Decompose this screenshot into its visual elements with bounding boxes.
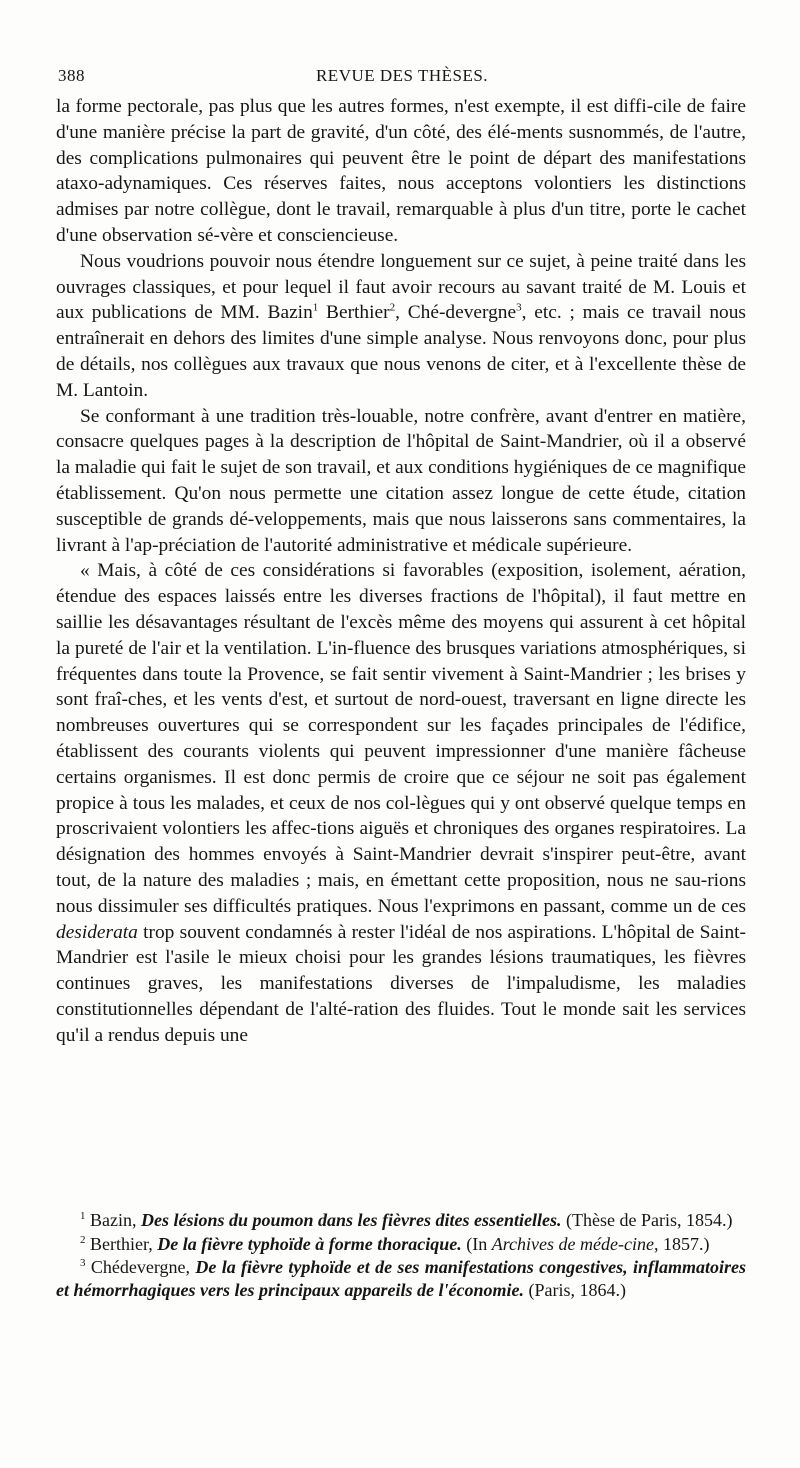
footnote <box>56 1256 746 1301</box>
footnote-author: Berthier, <box>85 1233 158 1254</box>
paragraph <box>56 249 746 404</box>
footnote-author: Bazin, <box>85 1210 141 1230</box>
footnote-ref: 1 <box>312 301 319 314</box>
footnote-journal: Archives de méde-cine <box>491 1233 654 1254</box>
paragraph-text: trop souvent condamnés à rester l'idéal de nos aspirations. L'hôpital de Saint-Mandrier est l'asile le mieux choisi pour les grandes lésions traumatiques, les fièvres continues graves, les manifestations diverses de l'impaludisme, les maladies constitutionnelles dépendant de l'alté-ration des fluides. Tout le monde sait les services qu'il a rendus depuis une <box>56 921 746 1046</box>
footnotes <box>56 1209 746 1302</box>
quotation-paragraph <box>56 558 746 1048</box>
footnote-number: 3 <box>80 1257 86 1270</box>
italic-term: desiderata <box>56 921 138 943</box>
paragraph-text: , Ché-devergne <box>395 302 517 324</box>
footnote-title: Des lésions du poumon dans les fièvres dites essentielles. <box>141 1210 562 1230</box>
footnote-ref: 3 <box>516 301 522 314</box>
footnote-title: De la fièvre typhoïde et de ses manifestations congestives, inflammatoires et hémorrhagiques vers les principaux appareils de l'économie. <box>56 1257 747 1300</box>
footnote-detail: (In <box>461 1233 492 1254</box>
footnote-detail: (Paris, 1864.) <box>524 1279 626 1300</box>
paragraph-text: Berthier <box>318 302 390 324</box>
footnote <box>56 1209 746 1232</box>
page-header <box>58 66 746 92</box>
running-title: REVUE DES THÈSES. <box>315 66 489 85</box>
paragraph-text: , etc. ; mais ce travail nous entraînerait en dehors des limites d'une simple analyse. Nous renvoyons donc, pour plus de détails, nos collègues aux travaux que nous venons de citer, et à l'excellente thèse de M. Lantoin. <box>56 302 746 401</box>
footnote-author: Chédevergne, <box>85 1257 196 1278</box>
footnote-title: De la fièvre typhoïde à forme thoracique. <box>157 1233 462 1254</box>
paragraph <box>56 404 746 559</box>
footnote-number: 1 <box>80 1210 86 1222</box>
paragraph-text: Nous voudrions pouvoir nous étendre longuement sur ce sujet, à peine traité dans les ouvrages classiques, et pour lequel il faut avoir recours au savant traité de M. Louis et aux publications de MM. Bazin <box>56 250 746 324</box>
paragraph-text: Se conformant à une tradition très-louable, notre confrère, avant d'entrer en matière, consacre quelques pages à la description de l'hôpital de Saint-Mandrier, où il a observé la maladie qui fait le sujet de son travail, et aux conditions hygiéniques de ce magnifique établissement. Qu'on nous permette une citation assez longue de cette étude, citation susceptible de grands dé-veloppements, mais que nous laisserons sans commentaires, la livrant à l'ap-préciation de l'autorité administrative et médicale supérieure. <box>56 405 746 556</box>
footnote <box>56 1233 746 1256</box>
footnote-ref: 2 <box>389 301 396 314</box>
page-number: 388 <box>58 66 85 85</box>
paragraph-text: « Mais, à côté de ces considérations si favorables (exposition, isolement, aération, étendue des espaces laissés entre les diverses fractions de l'hôpital), il faut mettre en saillie les désavantages résultant de l'excès même des moyens qui assurent à cet hôpital la pureté de l'air et la ventilation. L'in-fluence des brusques variations atmosphériques, si fréquentes dans toute la Provence, se fait sentir vivement à Saint-Mandrier ; les brises y sont fraî-ches, et les vents d'est, et surtout de nord-ouest, traversant en ligne directe les nombreuses ouvertures qui se correspondent sur les façades principales de l'édifice, établissent des courants violents qui peuvent impressionner d'une manière fâcheuse certains organismes. Il est donc permis de croire que ce séjour ne soit pas également propice à tous les malades, et ceux de nos col-lègues qui y ont observé quelque temps en proscrivaient volontiers les affec-tions aiguës et chroniques des organes respiratoires. La désignation des hommes envoyés à Saint-Mandrier devrait s'inspirer peut-être, avant tout, de la nature des maladies ; mais, en émettant cette proposition, nous ne sau-rions nous dissimuler ses difficultés pratiques. Nous l'exprimons en passant, comme un de ces <box>56 560 746 917</box>
footnote-number: 2 <box>80 1233 86 1246</box>
footnote-detail: (Thèse de Paris, 1854.) <box>561 1210 733 1230</box>
paragraph-text: la forme pectorale, pas plus que les autres formes, n'est exempte, il est diffi-cile de faire d'une manière précise la part de gravité, d'un côté, des élé-ments susnommés, de l'autre, des complications pulmonaires qui peuvent être le point de départ des manifestations ataxo-adynamiques. Ces réserves faites, nous acceptons volontiers les distinctions admises par notre collègue, dont le travail, remarquable à plus d'un titre, porte le cachet d'une observation sé-vère et consciencieuse. <box>56 96 746 246</box>
paragraph <box>56 94 746 249</box>
footnote-detail: , 1857.) <box>653 1233 710 1254</box>
body-text <box>56 94 746 1048</box>
